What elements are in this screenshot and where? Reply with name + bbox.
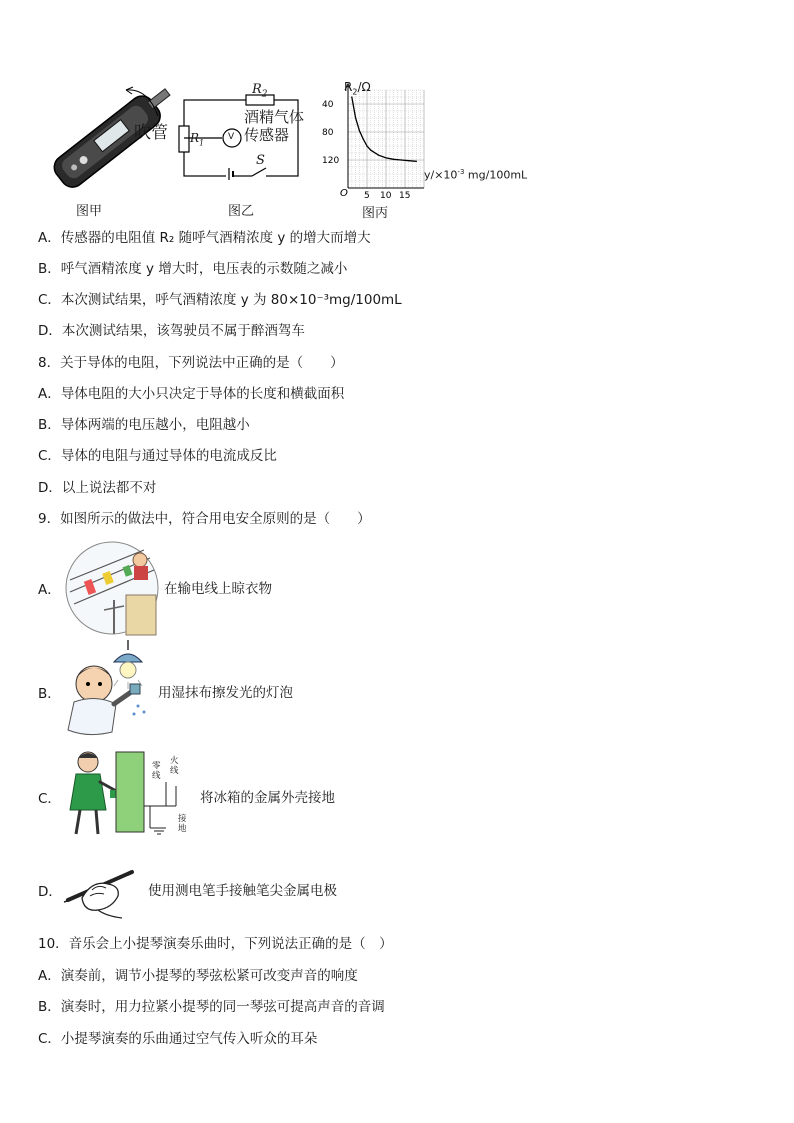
q7-option-b: B．呼气酒精浓度 y 增大时，电压表的示数随之减小 [38,261,348,277]
sensor-label-line2: 传感器 [244,126,290,144]
q7-option-a: A．传感器的电阻值 R₂ 随呼气酒精浓度 y 的增大而增大 [38,230,371,246]
ylabel-unit: /Ω [357,80,371,94]
r1-sub: 1 [199,138,205,148]
test-pen-hand-illustration [62,860,142,920]
q10-option-a: A．演奏前，调节小提琴的琴弦松紧可改变声音的响度 [38,968,358,984]
y-tick-label: 40 [322,100,334,110]
fire-wire-label [170,756,179,776]
series-point [385,157,386,158]
series-line [352,97,417,161]
q10-option-b: B．演奏时，用力拉紧小提琴的同一琴弦可提高声音的音调 [38,999,385,1015]
figure-yi-caption: 图乙 [228,204,255,219]
y-tick-label: 80 [322,128,334,138]
series-point [363,138,364,139]
q9-option-c-text: 将冰箱的金属外壳接地 [200,790,335,806]
series-point [359,130,360,131]
ground-label [178,814,187,834]
origin-label: O [340,188,348,199]
q8-option-b: B．导体两端的电压越小，电阻越小 [38,417,250,433]
zero-wire-label-2: 线 [152,771,161,781]
switch-label: S [256,153,265,168]
ylabel-main: R [344,80,353,94]
r1-label: R [190,131,200,145]
q8-stem: 8．关于导体的电阻，下列说法中正确的是（ ） [38,355,344,371]
clothes-on-powerline-illustration [64,540,162,636]
series-point [408,160,409,161]
fire-wire-label-1: 火 [170,756,179,766]
sensor-label-line1: 酒精气体 [244,108,305,126]
ground-label-2: 地 [178,824,187,834]
q9-option-b-text: 用湿抹布擦发光的灯泡 [158,685,293,701]
q9-option-a-label: A． [38,582,61,598]
q9-stem: 9．如图所示的做法中，符合用电安全原则的是（ ） [38,511,371,527]
x-tick-label: 5 [364,191,370,200]
zero-wire-label-1: 零 [152,761,161,771]
sensor-label [244,108,304,144]
series-point [416,161,417,162]
q9-option-c-label: C． [38,791,61,807]
xlabel-main: y/×10 [424,168,458,182]
tube-label: 吹管 [134,123,168,143]
q8-option-c: C．导体的电阻与通过导体的电流成反比 [38,448,277,464]
q7-option-d: D．本次测试结果，该驾驶员不属于醉酒驾车 [38,323,305,339]
xlabel-exp: -3 [457,168,465,176]
r1-resistor [179,126,189,152]
x-tick-label: 10 [380,191,392,200]
zero-wire-label [152,761,161,781]
ylabel-sub: 2 [352,87,358,97]
q10-option-c: C．小提琴演奏的乐曲通过空气传入听众的耳朵 [38,1031,318,1047]
series-point [366,145,367,146]
q8-option-a: A．导体电阻的大小只决定于导体的长度和横截面积 [38,386,345,402]
y-tick-label: 120 [322,156,340,166]
series-point [351,96,352,97]
voltmeter-label: V [228,132,235,142]
r2-sub: 2 [261,89,268,100]
figure-jia-caption: 图甲 [76,204,103,219]
fire-wire-label-2: 线 [170,766,179,776]
figure-bing-caption: 图丙 [362,206,389,221]
q8-option-d: D．以上说法都不对 [38,480,157,496]
series-point [378,155,379,156]
q9-option-a-text: 在输电线上晾衣物 [164,581,272,597]
q7-option-c: C．本次测试结果，呼气酒精浓度 y 为 80×10⁻³mg/100mL [38,292,402,308]
series-point [393,159,394,160]
chart-ylabel [344,80,371,96]
ground-label-1: 接 [178,814,187,824]
series-point [401,159,402,160]
chart-grid [348,90,424,188]
series-point [370,150,371,151]
r2-label: R [252,82,262,97]
series-point [355,117,356,118]
chart-xlabel [424,168,527,182]
q10-stem: 10．音乐会上小提琴演奏乐曲时，下列说法正确的是（ ） [38,936,393,952]
xlabel-unit: mg/100mL [464,168,528,182]
wet-cloth-lamp-illustration [56,640,156,740]
x-tick-label: 15 [399,191,411,200]
q9-option-d-text: 使用测电笔手接触笔尖金属电极 [148,883,337,899]
q9-option-d-label: D． [38,884,62,900]
q9-option-b-label: B． [38,686,61,702]
